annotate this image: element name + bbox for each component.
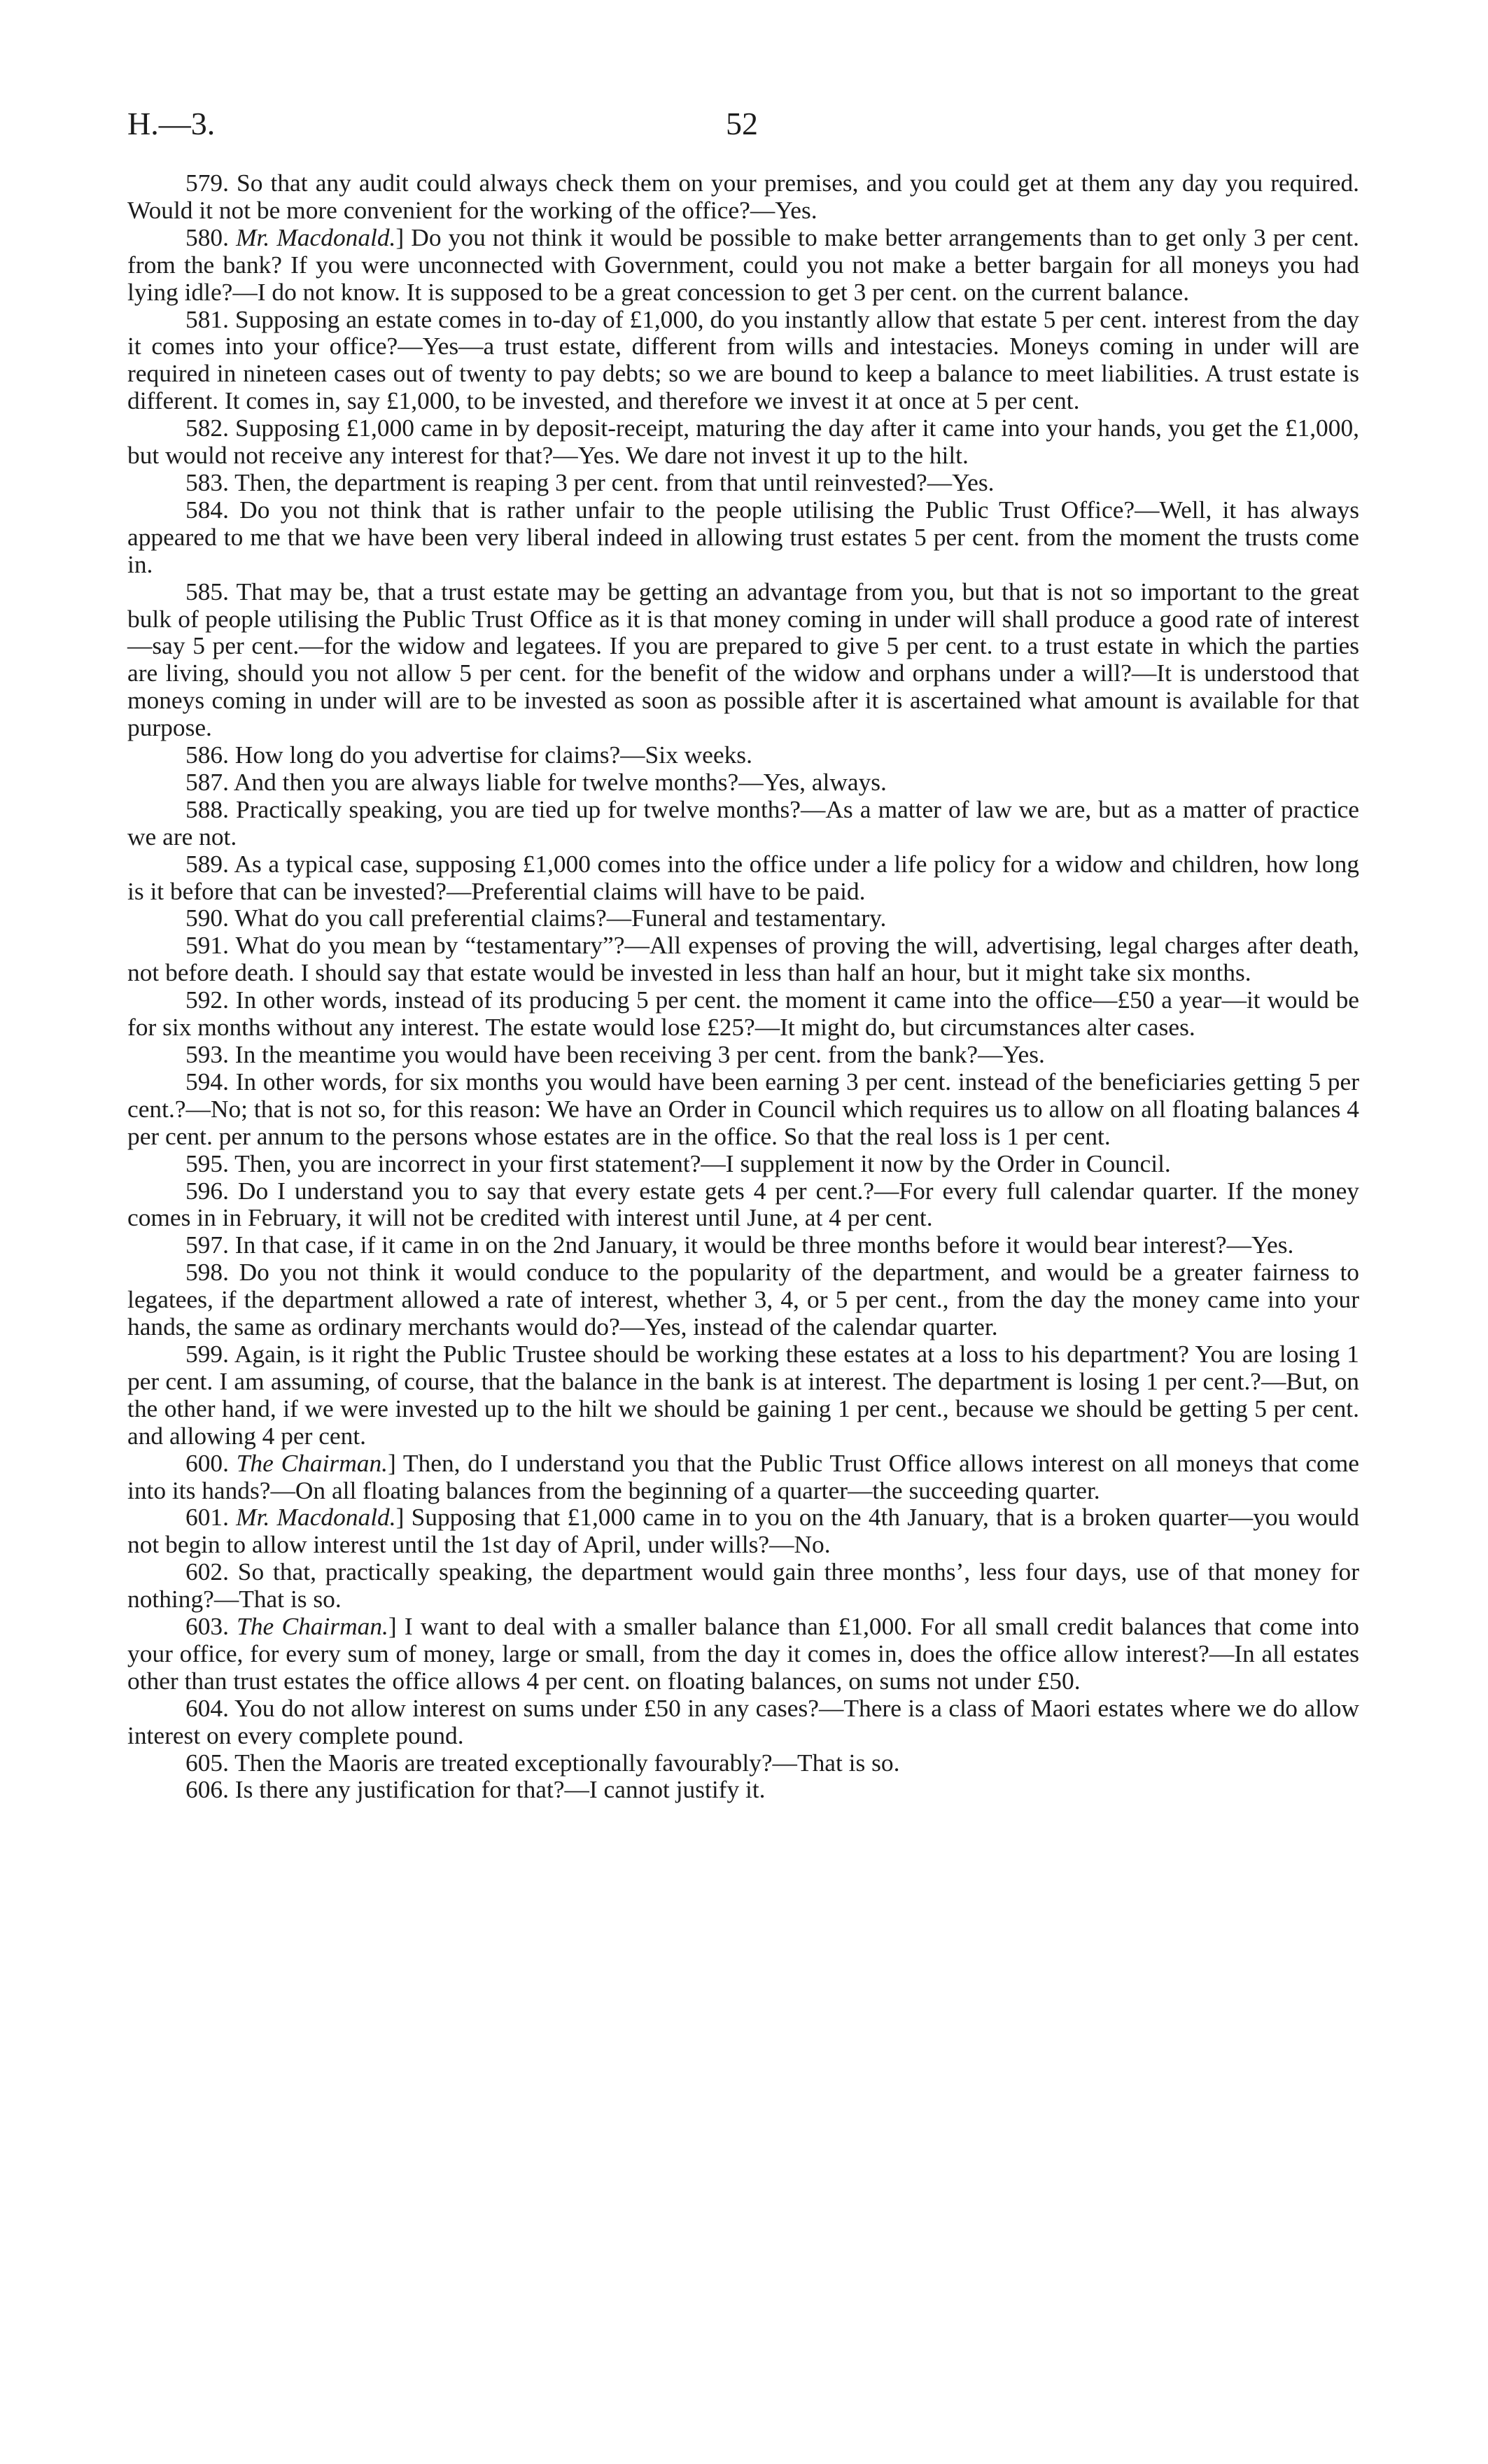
question-text: Supposing an estate comes in to-day of £1,000, do you instantly allow that estate 5 per cent. interest from the day it comes into your office?—Yes—a trust estate, different from wills and intestacies. Moneys coming in under will are required in nineteen cases out of twenty to pay debts; so we are bound to keep a balance to meet liabilities. A trust estate is different. It comes in, say £1,000, to be invested, and therefore we invest it at once at 5 per cent. [127,304,1359,415]
question-paragraph [127,1177,1359,1232]
question-number: 602. [185,1558,229,1586]
question-paragraph [127,1259,1359,1340]
question-text: Then, the department is reaping 3 per cent. from that until reinvested?—Yes. [228,468,995,496]
question-paragraph [127,932,1359,986]
question-paragraph [127,578,1359,741]
question-text: Do I understand you to say that every estate gets 4 per cent.?—For every full calendar quarter. If the money comes in in February, it will not be credited with interest until June, at 4 per cent. [127,1176,1359,1232]
question-paragraph [127,169,1359,224]
question-number: 580. [185,223,229,251]
question-number: 585. [185,577,229,606]
question-number: 599. [185,1339,229,1368]
question-text: Supposing £1,000 came in by deposit-receipt, maturing the day after it came into your hands, you get the £1,000, but would not receive any interest for that?—Yes. We dare not invest it up to the hilt. [127,414,1359,470]
question-paragraph [127,986,1359,1041]
question-paragraph [127,1041,1359,1068]
question-number: 600. [185,1448,229,1477]
question-paragraph [127,496,1359,578]
question-text: So that, practically speaking, the department would gain three months’, less four days, use of that money for nothing?—That is so. [127,1558,1359,1614]
question-paragraph [127,850,1359,905]
question-text: And then you are always liable for twelve months?—Yes, always. [228,767,887,796]
question-number: 598. [185,1258,229,1287]
question-number: 596. [185,1176,229,1205]
question-text: What do you mean by “testamentary”?—All expenses of proving the will, advertising, legal charges after death, not before death. I should say that estate would be invested in less than half an hour, but it might take six months. [127,931,1359,987]
question-paragraph [127,469,1359,496]
question-number: 594. [185,1067,229,1096]
question-text: In other words, for six months you would have been earning 3 per cent. instead of the beneficiaries getting 5 per cent.?—No; that is not so, for this reason: We have an Order in Council which requires us to allow on all floating balances 4 per cent. per annum to the persons whose estates are in the office. So that the real loss is 1 per cent. [127,1067,1359,1150]
question-text: ] I want to deal with a smaller balance than £1,000. For all small credit balances that come into your office, for every sum of money, large or small, from the day it comes in, does the office allow interest?—In all estates other than trust estates the office allows 4 per cent. on floating balances, on sums not under £50. [127,1612,1359,1695]
question-text: How long do you advertise for claims?—Six weeks. [228,741,752,769]
question-text: That may be, that a trust estate may be getting an advantage from you, but that is not so important to the great bulk of people utilising the Public Trust Office as it is that money coming in under will shall produce a good rate of interest—say 5 per cent.—for the widow and legatees. If you are prepared to give 5 per cent. to a trust estate in which the parties are living, should you not allow 5 per cent. for the benefit of the widow and orphans under a will?—It is understood that moneys coming in under will are to be invested as soon as possible after it is ascertained what amount is available for that purpose. [127,577,1359,742]
document-code: H.—3. [127,106,216,141]
question-number: 606. [185,1775,229,1804]
question-paragraph [127,1749,1359,1777]
page-header [127,105,1366,147]
speaker-name: The Chairman. [237,1612,388,1641]
minutes-body [127,169,1359,1803]
question-text: Do you not think it would conduce to the popularity of the department, and would be a greater fairness to legatees, if the department allowed a rate of interest, whether 3, 4, or 5 per cent., from the day the money came into your hands, the same as ordinary merchants would do?—Yes, instead of the calendar quarter. [127,1258,1359,1341]
question-text: ] Do you not think it would be possible to make better arrangements than to get only 3 per cent. from the bank? If you were unconnected with Government, could you not make a better bargain for all moneys you had lying idle?—I do not know. It is supposed to be a great concession to get 3 per cent. on the current balance. [127,223,1359,306]
question-text: Practically speaking, you are tied up for twelve months?—As a matter of law we are, but as a matter of practice we are not. [127,794,1359,850]
question-paragraph [127,1450,1359,1504]
question-number: 582. [185,414,229,442]
question-paragraph [127,224,1359,306]
question-paragraph [127,904,1359,932]
question-paragraph [127,1558,1359,1613]
question-paragraph [127,796,1359,850]
question-paragraph [127,1068,1359,1150]
question-number: 589. [185,849,229,878]
question-text: ] Then, do I understand you that the Public Trust Office allows interest on all moneys that come into its hands?—On all floating balances from the beginning of a quarter—the succeeding quarter. [127,1448,1359,1504]
question-number: 597. [185,1231,229,1259]
question-number: 592. [185,986,229,1014]
question-text: As a typical case, supposing £1,000 comes into the office under a life policy for a widow and children, how long is it before that can be invested?—Preferential claims will have to be paid. [127,849,1359,905]
question-number: 593. [185,1040,229,1068]
question-text: So that any audit could always check them on your premises, and you could get at them any day you required. Would it not be more convenient for the working of the office?—Yes. [127,169,1359,224]
question-paragraph [127,1695,1359,1749]
question-number: 595. [185,1149,229,1177]
question-paragraph [127,741,1359,769]
question-number: 588. [185,794,229,823]
page-number: 52 [726,106,758,141]
question-paragraph [127,414,1359,469]
question-number: 579. [185,169,229,197]
question-text: In other words, instead of its producing 5 per cent. the moment it came into the office—£50 a year—it would be for six months without any interest. The estate would lose £25?—It might do, but circumstances alter cases. [127,986,1359,1042]
question-text: Again, is it right the Public Trustee should be working these estates at a loss to his department? You are losing 1 per cent. I am assuming, of course, that the balance in the bank is at interest. The department is losing 1 per cent.?—But, on the other hand, if we were invested up to the hilt we should be gaining 1 per cent., because we should be getting 5 per cent. and allowing 4 per cent. [127,1339,1359,1450]
question-paragraph [127,1613,1359,1695]
question-paragraph [127,1340,1359,1450]
question-number: 590. [185,904,229,932]
question-number: 584. [185,495,229,524]
question-number: 603. [185,1612,229,1641]
question-paragraph [127,1150,1359,1177]
question-paragraph [127,769,1359,796]
question-number: 605. [185,1748,229,1777]
speaker-name: Mr. Macdonald. [236,223,396,251]
question-paragraph [127,1776,1359,1803]
question-text: Is there any justification for that?—I cannot justify it. [228,1775,766,1804]
speaker-name: The Chairman. [236,1448,388,1477]
question-number: 587. [185,767,229,796]
question-number: 604. [185,1693,229,1722]
question-text: In the meantime you would have been receiving 3 per cent. from the bank?—Yes. [228,1040,1045,1068]
question-number: 583. [185,468,229,496]
question-text: Then the Maoris are treated exceptionally favourably?—That is so. [228,1748,900,1777]
question-text: Do you not think that is rather unfair to the people utilising the Public Trust Office?—Well, it has always appeared to me that we have been very liberal indeed in allowing trust estates 5 per cent. from the moment the trusts come in. [127,495,1359,578]
speaker-name: Mr. Macdonald. [236,1503,396,1532]
question-text: Then, you are incorrect in your first statement?—I supplement it now by the Order in Council. [228,1149,1171,1177]
question-number: 586. [185,741,229,769]
question-text: What do you call preferential claims?—Funeral and testamentary. [228,904,887,932]
question-number: 601. [185,1503,229,1532]
question-paragraph [127,1504,1359,1558]
question-paragraph [127,306,1359,415]
question-text: You do not allow interest on sums under £50 in any cases?—There is a class of Maori estates where we do allow interest on every complete pound. [127,1693,1359,1749]
question-number: 581. [185,304,229,333]
question-paragraph [127,1231,1359,1259]
question-text: ] Supposing that £1,000 came in to you on the 4th January, that is a broken quarter—you would not begin to allow interest until the 1st day of April, under wills?—No. [127,1503,1359,1559]
question-number: 591. [185,931,229,960]
question-text: In that case, if it came in on the 2nd January, it would be three months before it would bear interest?—Yes. [228,1231,1294,1259]
